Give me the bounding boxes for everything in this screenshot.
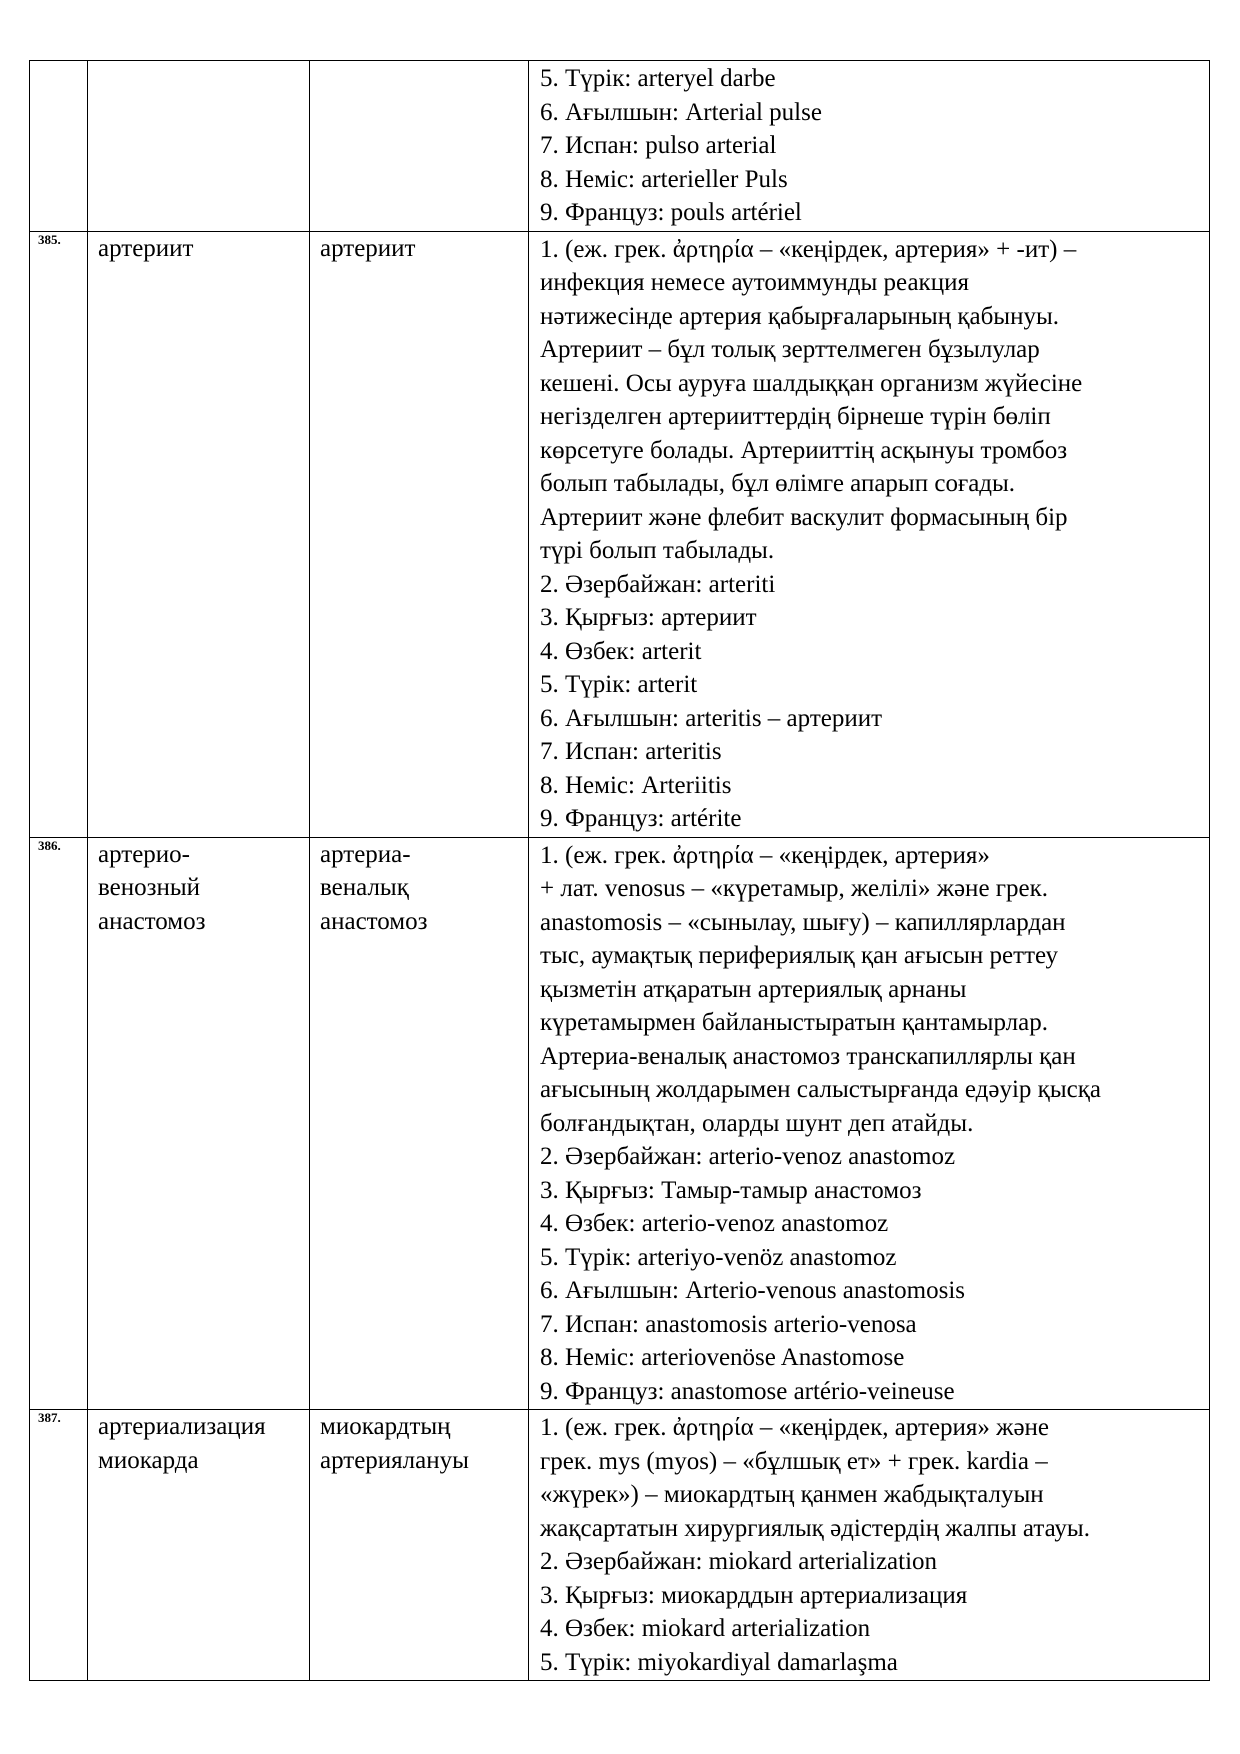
definition-line: болып табылады, бұл өлімге апарып соғады. <box>540 470 1016 497</box>
definition-line: 5. Түрік: miyokardiyal damarlaşma <box>540 1648 898 1676</box>
definition <box>529 1410 1210 1681</box>
definition-line: 3. Қырғыз: Тамыр-тамыр анастомоз <box>540 1176 922 1204</box>
definition-line: көрсетуге болады. Артерииттің асқынуы тромбоз <box>540 436 1068 464</box>
definition-line: 7. Испан: arteritis <box>540 738 722 765</box>
entry-number: 386. <box>30 837 88 1410</box>
definition-line: 9. Француз: pouls artériel <box>540 199 802 226</box>
definition-line: 4. Өзбек: arterit <box>540 637 702 665</box>
table-row <box>30 837 1210 1410</box>
definition-line: «жүрек») – миокардтың қанмен жабдықталуын <box>540 1481 1044 1508</box>
table-row <box>30 61 1210 232</box>
definition-line: 9. Француз: anastomose artério-veineuse <box>540 1377 955 1405</box>
kazakh-term-line: миокардтың <box>320 1413 451 1440</box>
kazakh-term-line: артериа- <box>320 840 411 868</box>
dictionary-table <box>29 60 1210 1681</box>
kazakh-term-line: веналық <box>320 874 409 901</box>
definition-line: 8. Неміс: arterieller Puls <box>540 165 788 193</box>
table-row <box>30 1410 1210 1681</box>
definition-line: 5. Түрік: arteryel darbe <box>540 65 776 92</box>
russian-term-line: артериализация <box>98 1413 266 1440</box>
definition-line: + лат. venosus – «күретамыр, желілі» және грек. <box>540 875 1049 902</box>
definition-line: нәтижесінде артерия қабырғаларының қабынуы. <box>540 302 1060 330</box>
definition-line: грек. mys (myos) – «бұлшық ет» + грек. kardia – <box>540 1447 1048 1475</box>
definition-line: күретамырмен байланыстыратын қантамырлар. <box>540 1009 1048 1036</box>
kazakh-term-line: артериялануы <box>320 1446 469 1474</box>
definition-line: 4. Өзбек: arterio-venoz anastomoz <box>540 1210 889 1237</box>
definition-line: 6. Ағылшын: Arterial pulse <box>540 98 822 126</box>
definition-line: қызметін атқаратын артериялық арнаны <box>540 975 967 1003</box>
russian-term <box>88 61 310 232</box>
definition-line: Артериа-веналық анастомоз транскапиллярлы қан <box>540 1042 1076 1070</box>
kazakh-term <box>310 231 529 837</box>
kazakh-term <box>310 837 529 1410</box>
definition-line: 3. Қырғыз: миокарддын артериализация <box>540 1581 968 1609</box>
definition-line: 7. Испан: pulso arterial <box>540 132 777 159</box>
definition-line: түрі болып табылады. <box>540 537 775 564</box>
definition-line: 9. Француз: artérite <box>540 805 742 832</box>
definition-line: 1. (еж. грек. ἀρτηρία – «кеңірдек, артерия» <box>540 841 990 869</box>
entry-number: 387. <box>30 1410 88 1681</box>
russian-term-line: артерио- <box>98 840 190 868</box>
definition <box>529 61 1210 232</box>
definition-line: Артериит – бұл толық зерттелмеген бұзылулар <box>540 336 1040 363</box>
definition-line: 2. Әзербайжан: miokard arterialization <box>540 1548 938 1575</box>
definition-line: 1. (еж. грек. ἀρτηρία – «кеңірдек, артерия» және <box>540 1414 1050 1441</box>
definition-line: инфекция немесе аутоиммунды реакция <box>540 269 969 296</box>
kazakh-term-line: артериит <box>320 234 416 262</box>
russian-term <box>88 231 310 837</box>
definition-line: 7. Испан: anastomosis arterio-venosa <box>540 1310 917 1338</box>
definition-line: кешені. Осы ауруға шалдыққан организм жүйесіне <box>540 369 1083 397</box>
definition-line: 6. Ағылшын: arteritis – артериит <box>540 704 883 732</box>
definition-line: 2. Әзербайжан: arterio-venoz anastomoz <box>540 1143 956 1170</box>
definition-line: 5. Түрік: arterit <box>540 671 698 698</box>
russian-term-line: миокарда <box>98 1446 199 1474</box>
russian-term <box>88 1410 310 1681</box>
definition-line: 5. Түрік: arteriyo-venöz anastomoz <box>540 1243 897 1271</box>
definition-line: 6. Ағылшын: Arterio-venous anastomosis <box>540 1277 966 1304</box>
entry-number <box>30 61 88 232</box>
definition-line: негізделген артерииттердің бірнеше түрін бөліп <box>540 403 1051 430</box>
russian-term-line: анастомоз <box>98 907 206 935</box>
kazakh-term <box>310 1410 529 1681</box>
definition <box>529 231 1210 837</box>
dictionary-body <box>30 61 1210 1681</box>
kazakh-term <box>310 61 529 232</box>
table-row <box>30 231 1210 837</box>
russian-term-line: артериит <box>98 234 194 262</box>
definition-line: ағысының жолдарымен салыстырғанда едәуір қысқа <box>540 1076 1101 1103</box>
definition-line: 8. Неміс: Arteriitis <box>540 771 732 799</box>
definition-line: 1. (еж. грек. ἀρτηρία – «кеңірдек, артерия» + -ит) – <box>540 235 1077 263</box>
definition-line: болғандықтан, оларды шунт деп атайды. <box>540 1109 974 1137</box>
definition-line: жақсартатын хирургиялық әдістердің жалпы атауы. <box>540 1514 1090 1542</box>
entry-number: 385. <box>30 231 88 837</box>
definition-line: Артериит және флебит васкулит формасының бір <box>540 503 1068 531</box>
kazakh-term-line: анастомоз <box>320 907 428 935</box>
definition-line: 3. Қырғыз: артериит <box>540 604 757 631</box>
definition-line: 2. Әзербайжан: arteriti <box>540 570 776 598</box>
russian-term <box>88 837 310 1410</box>
definition-line: 8. Неміс: arteriovenöse Anastomose <box>540 1344 905 1371</box>
definition-line: anastomosis – «сынылау, шығу) – капиллярлардан <box>540 908 1066 936</box>
definition-line: 4. Өзбек: miokard arterialization <box>540 1615 871 1642</box>
russian-term-line: венозный <box>98 874 201 901</box>
definition <box>529 837 1210 1410</box>
definition-line: тыс, аумақтық перифериялық қан ағысын реттеу <box>540 942 1058 969</box>
